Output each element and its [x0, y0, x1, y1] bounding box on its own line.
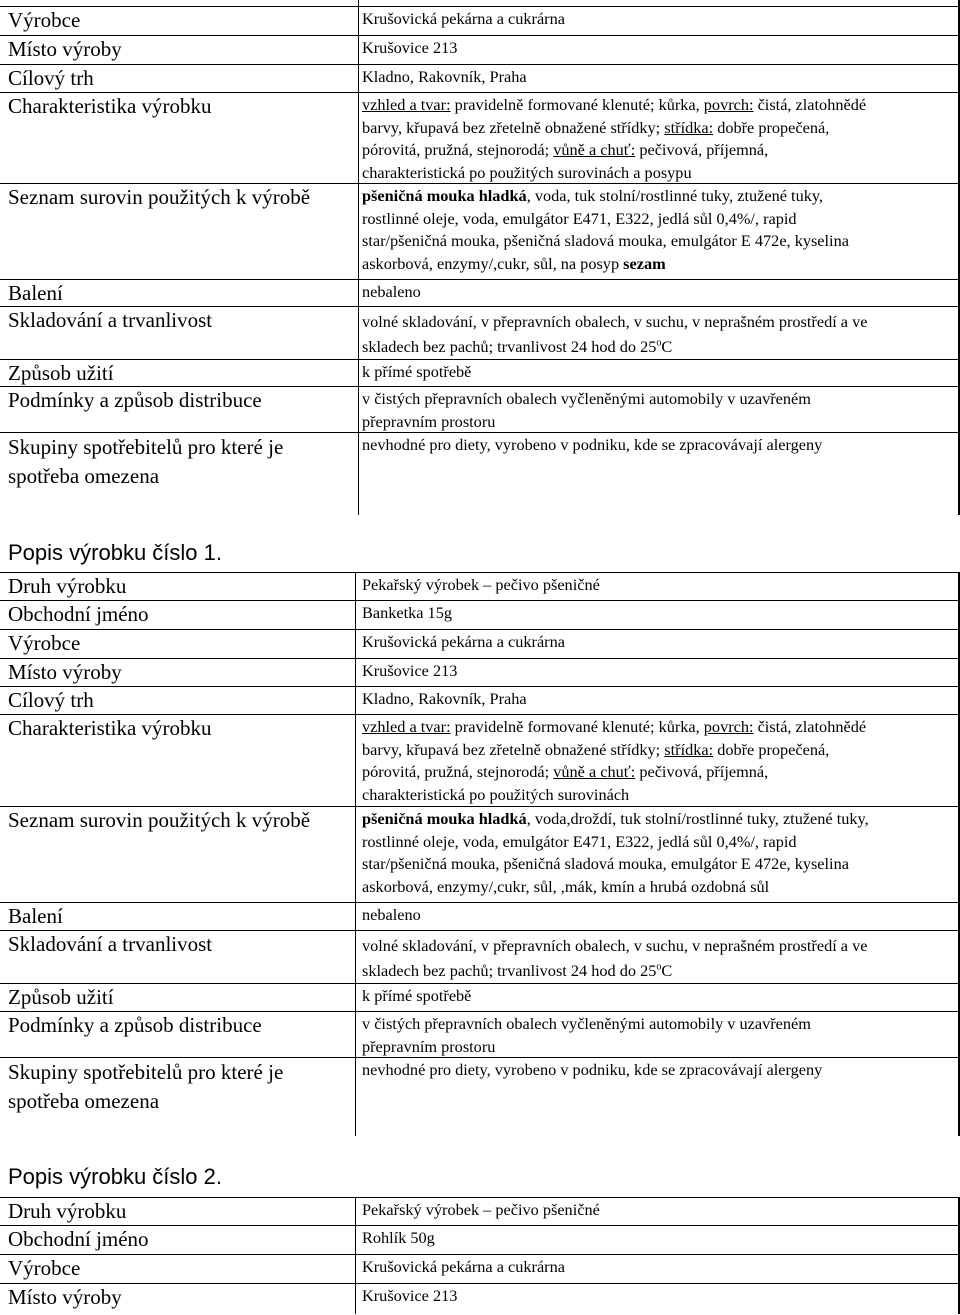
label-skladovani: Skladování a trvanlivost	[8, 308, 213, 332]
label-vyrobce: Výrobce	[8, 8, 81, 32]
row-misto-vyroby	[0, 1283, 960, 1315]
row-obchodni-jmeno	[0, 1225, 960, 1255]
row-zpusob-uziti	[0, 983, 960, 1012]
product-table-continued	[0, 0, 960, 515]
value-druh-vyrobku: Pekařský výrobek – pečivo pšeničné	[362, 575, 600, 594]
row-zpusob-uziti	[0, 359, 960, 387]
label-zpusob-uziti: Způsob užití	[8, 361, 114, 385]
value-charakteristika: vzhled a tvar: pravidelně formované klenuté; kůrka, povrch: čistá, zlatohnědé barvy, křupavá bez zřetelně obnažené střídky; střídka: dobře propečená, pórovitá, pružná, stejnorodá; vůně a chuť: pečivová, příjemná, charakteristická po použitých surovinách	[362, 717, 867, 804]
value-obchodni-jmeno: Rohlík 50g	[362, 1228, 435, 1247]
row-misto-vyroby	[0, 35, 960, 65]
value-misto-vyroby: Krušovice 213	[362, 38, 458, 57]
value-zpusob-uziti: k přímé spotřebě	[362, 362, 472, 381]
value-charakteristika: vzhled a tvar: pravidelně formované klenuté; kůrka, povrch: čistá, zlatohnědé barvy, křupavá bez zřetelně obnažené střídky; střídka: dobře propečená, pórovitá, pružná, stejnorodá; vůně a chuť: pečivová, příjemná, charakteristická po použitých surovinách a posypu	[362, 95, 867, 182]
label-obchodni-jmeno: Obchodní jméno	[8, 1227, 149, 1251]
label-seznam-surovin: Seznam surovin použitých k výrobě	[8, 185, 311, 209]
row-seznam-surovin	[0, 806, 960, 903]
value-skladovani: volné skladování, v přepravních obalech, v suchu, v neprašném prostředí a ve skladech bez pachů; trvanlivost 24 hod do 25$^o$C	[362, 936, 868, 980]
label-skupiny: Skupiny spotřebitelů pro které je spotřeba omezena	[8, 1060, 284, 1113]
value-cilovy-trh: Kladno, Rakovník, Praha	[362, 67, 527, 86]
label-misto-vyroby: Místo výroby	[8, 37, 122, 61]
value-vyrobce: Krušovická pekárna a cukrárna	[362, 1257, 565, 1276]
row-skladovani	[0, 930, 960, 984]
label-seznam-surovin: Seznam surovin použitých k výrobě	[8, 808, 311, 832]
value-skupiny: nevhodné pro diety, vyrobeno v podniku, kde se zpracovávají alergeny	[362, 1060, 823, 1079]
section-heading-2: Popis výrobku číslo 2.	[8, 1164, 222, 1189]
value-skladovani: volné skladování, v přepravních obalech, v suchu, v neprašném prostředí a ve skladech bez pachů; trvanlivost 24 hod do 25$^o$C	[362, 312, 868, 356]
label-skladovani: Skladování a trvanlivost	[8, 932, 213, 956]
row-baleni	[0, 279, 960, 307]
label-zpusob-uziti: Způsob užití	[8, 985, 114, 1009]
row-cilovy-trh	[0, 64, 960, 93]
label-charakteristika: Charakteristika výrobku	[8, 716, 212, 740]
value-obchodni-jmeno: Banketka 15g	[362, 603, 452, 622]
value-misto-vyroby: Krušovice 213	[362, 1286, 458, 1305]
row-baleni	[0, 902, 960, 931]
label-misto-vyroby: Místo výroby	[8, 660, 122, 684]
value-podminky: v čistých přepravních obalech vyčleněnými automobily v uzavřeném přepravním prostoru	[362, 1014, 811, 1056]
row-vyrobce	[0, 1254, 960, 1284]
label-baleni: Balení	[8, 904, 63, 928]
row-seznam-surovin	[0, 183, 960, 280]
row-druh-vyrobku	[0, 1197, 960, 1226]
label-podminky: Podmínky a způsob distribuce	[8, 1013, 262, 1037]
label-charakteristika: Charakteristika výrobku	[8, 94, 212, 118]
value-seznam-surovin: pšeničná mouka hladká, voda, tuk stolní/rostlinné tuky, ztužené tuky, rostlinné oleje, voda, emulgátor E471, E322, jedlá sůl 0,4%/, rapid star/pšeničná mouka, pšeničná sladová mouka, emulgátor E 472e, kyselina askorbová, enzymy/,cukr, sůl, na posyp sezam	[362, 186, 849, 273]
value-druh-vyrobku: Pekařský výrobek – pečivo pšeničné	[362, 1200, 600, 1219]
label-druh-vyrobku: Druh výrobku	[8, 1199, 127, 1223]
row-podminky	[0, 1011, 960, 1058]
label-misto-vyroby: Místo výroby	[8, 1285, 122, 1309]
value-skupiny: nevhodné pro diety, vyrobeno v podniku, kde se zpracovávají alergeny	[362, 435, 823, 454]
value-misto-vyroby: Krušovice 213	[362, 661, 458, 680]
row-skladovani	[0, 306, 960, 360]
row-misto-vyroby	[0, 658, 960, 687]
label-podminky: Podmínky a způsob distribuce	[8, 388, 262, 412]
row-druh-vyrobku	[0, 572, 960, 601]
value-vyrobce: Krušovická pekárna a cukrárna	[362, 9, 565, 28]
value-baleni: nebaleno	[362, 905, 421, 924]
value-seznam-surovin: pšeničná mouka hladká, voda,droždí, tuk stolní/rostlinné tuky, ztužené tuky, rostlinné oleje, voda, emulgátor E471, E322, jedlá sůl 0,4%/, rapid star/pšeničná mouka, pšeničná sladová mouka, emulgátor E 472e, kyselina askorbová, enzymy/,cukr, sůl, ,mák, kmín a hrubá ozdobná sůl	[362, 809, 869, 896]
row-vyrobce	[0, 629, 960, 659]
value-baleni: nebaleno	[362, 282, 421, 301]
value-cilovy-trh: Kladno, Rakovník, Praha	[362, 689, 527, 708]
row-obchodni-jmeno	[0, 600, 960, 630]
label-skupiny: Skupiny spotřebitelů pro které je spotřeba omezena	[8, 435, 284, 488]
row-charakteristika	[0, 92, 960, 183]
row-podminky	[0, 386, 960, 433]
label-vyrobce: Výrobce	[8, 1256, 81, 1280]
row-charakteristika	[0, 714, 960, 807]
row-cilovy-trh	[0, 686, 960, 715]
value-vyrobce: Krušovická pekárna a cukrárna	[362, 632, 565, 651]
label-baleni: Balení	[8, 281, 63, 305]
label-cilovy-trh: Cílový trh	[8, 66, 94, 90]
section-heading-1: Popis výrobku číslo 1.	[8, 540, 222, 565]
product-table-2	[0, 1193, 960, 1314]
row-vyrobce	[0, 6, 960, 36]
label-druh-vyrobku: Druh výrobku	[8, 574, 127, 598]
value-podminky: v čistých přepravních obalech vyčleněnými automobily v uzavřeném přepravním prostoru	[362, 389, 811, 431]
product-table-1	[0, 568, 960, 1136]
label-vyrobce: Výrobce	[8, 631, 81, 655]
row-skupiny	[0, 432, 960, 493]
row-skupiny	[0, 1057, 960, 1118]
label-obchodni-jmeno: Obchodní jméno	[8, 602, 149, 626]
label-cilovy-trh: Cílový trh	[8, 688, 94, 712]
value-zpusob-uziti: k přímé spotřebě	[362, 986, 472, 1005]
